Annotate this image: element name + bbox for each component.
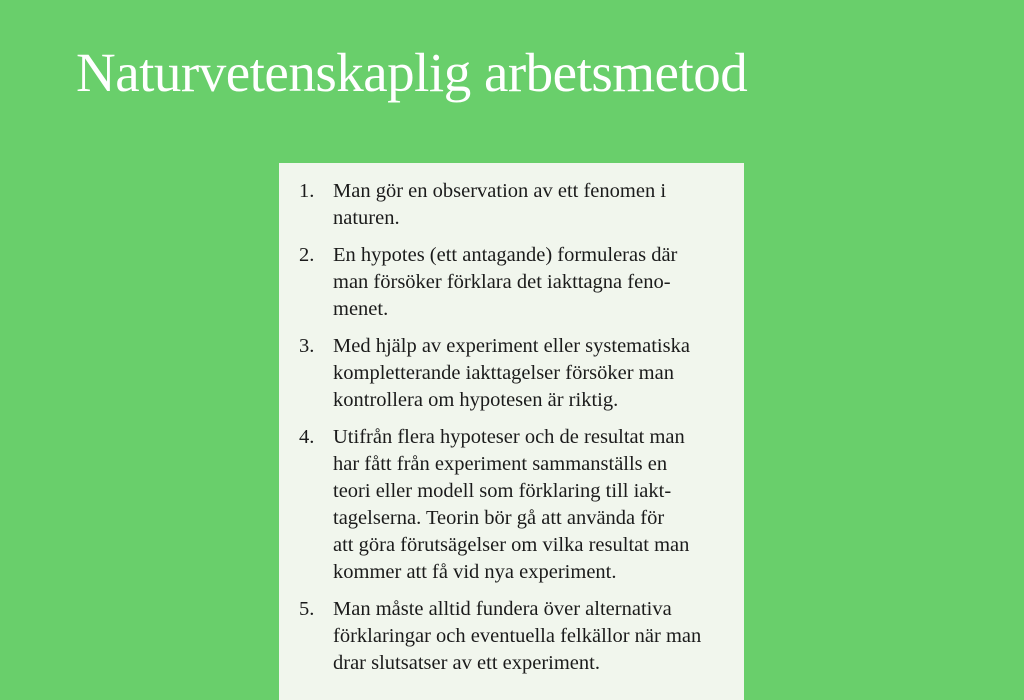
step-item <box>299 178 722 232</box>
step-line: kompletterande iakttagelser försöker man <box>333 362 674 384</box>
step-list <box>299 178 722 677</box>
content-card <box>279 163 744 700</box>
step-line: man försöker förklara det iakttagna feno- <box>333 271 671 293</box>
step-number: 5. <box>299 598 315 620</box>
step-text <box>333 333 722 414</box>
step-line: teori eller modell som förklaring till iakt- <box>333 480 672 502</box>
step-item <box>299 242 722 323</box>
step-line: Man gör en observation av ett fenomen i <box>333 180 667 202</box>
step-text <box>333 242 722 323</box>
step-item <box>299 333 722 414</box>
step-line: kommer att få vid nya experiment. <box>333 561 617 583</box>
step-line: har fått från experiment sammanställs en <box>333 453 668 475</box>
step-item <box>299 596 722 677</box>
step-line: förklaringar och eventuella felkällor när man <box>333 625 702 647</box>
step-line: drar slutsatser av ett experiment. <box>333 652 600 674</box>
step-line: Man måste alltid fundera över alternativa <box>333 598 672 620</box>
step-line: naturen. <box>333 207 400 229</box>
step-line: Med hjälp av experiment eller systematiska <box>333 335 690 357</box>
step-line: menet. <box>333 298 389 320</box>
step-line: kontrollera om hypotesen är riktig. <box>333 389 619 411</box>
step-item <box>299 424 722 586</box>
step-line: tagelserna. Teorin bör gå att använda för <box>333 507 665 529</box>
step-number: 1. <box>299 180 315 202</box>
step-line: att göra förutsägelser om vilka resultat man <box>333 534 690 556</box>
step-text <box>333 424 722 586</box>
step-line: Utifrån flera hypoteser och de resultat man <box>333 426 685 448</box>
step-text <box>333 178 722 232</box>
step-text <box>333 596 722 677</box>
step-number: 4. <box>299 426 315 448</box>
page-title: Naturvetenskaplig arbetsmetod <box>76 42 748 103</box>
step-line: En hypotes (ett antagande) formuleras där <box>333 244 678 266</box>
step-number: 3. <box>299 335 315 357</box>
step-number: 2. <box>299 244 315 266</box>
